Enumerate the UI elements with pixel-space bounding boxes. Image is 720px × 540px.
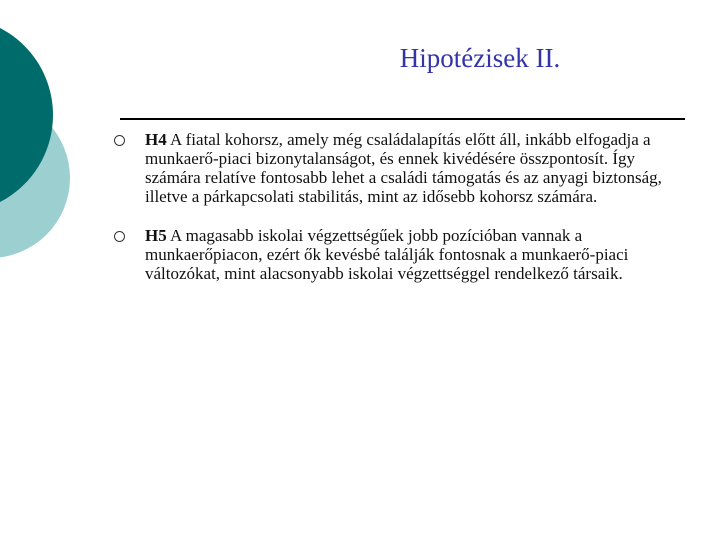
hypothesis-text: A magasabb iskolai végzettségűek jobb pozícióban vannak a munkaerőpiacon, ezért ők kevésbé találják fontosnak a munkaerő-piaci változókat, mint alacsonyabb iskolai végzettséggel rendelkező társaik. xyxy=(145,226,629,283)
slide-title: Hipotézisek II. xyxy=(399,43,561,73)
hypothesis-code: H4 xyxy=(145,130,167,149)
title-divider xyxy=(120,118,685,120)
hypothesis-item-h5 xyxy=(112,226,682,283)
hypothesis-code: H5 xyxy=(145,226,167,245)
hypothesis-item-h4 xyxy=(112,130,682,206)
hypothesis-text: A fiatal kohorsz, amely még családalapítás előtt áll, inkább elfogadja a munkaerő-piaci bizonytalanságot, és ennek kivédésére összpontosít. Így számára relatíve fontosabb lehet a családi támogatás és az anyagi biztonság, illetve a párkapcsolati stabilitás, mint az idősebb kohorsz számára. xyxy=(145,130,662,206)
decorative-circles xyxy=(0,0,80,290)
bullet-circle-icon xyxy=(114,231,125,242)
hypothesis-list xyxy=(112,130,682,303)
bullet-circle-icon xyxy=(114,135,125,146)
